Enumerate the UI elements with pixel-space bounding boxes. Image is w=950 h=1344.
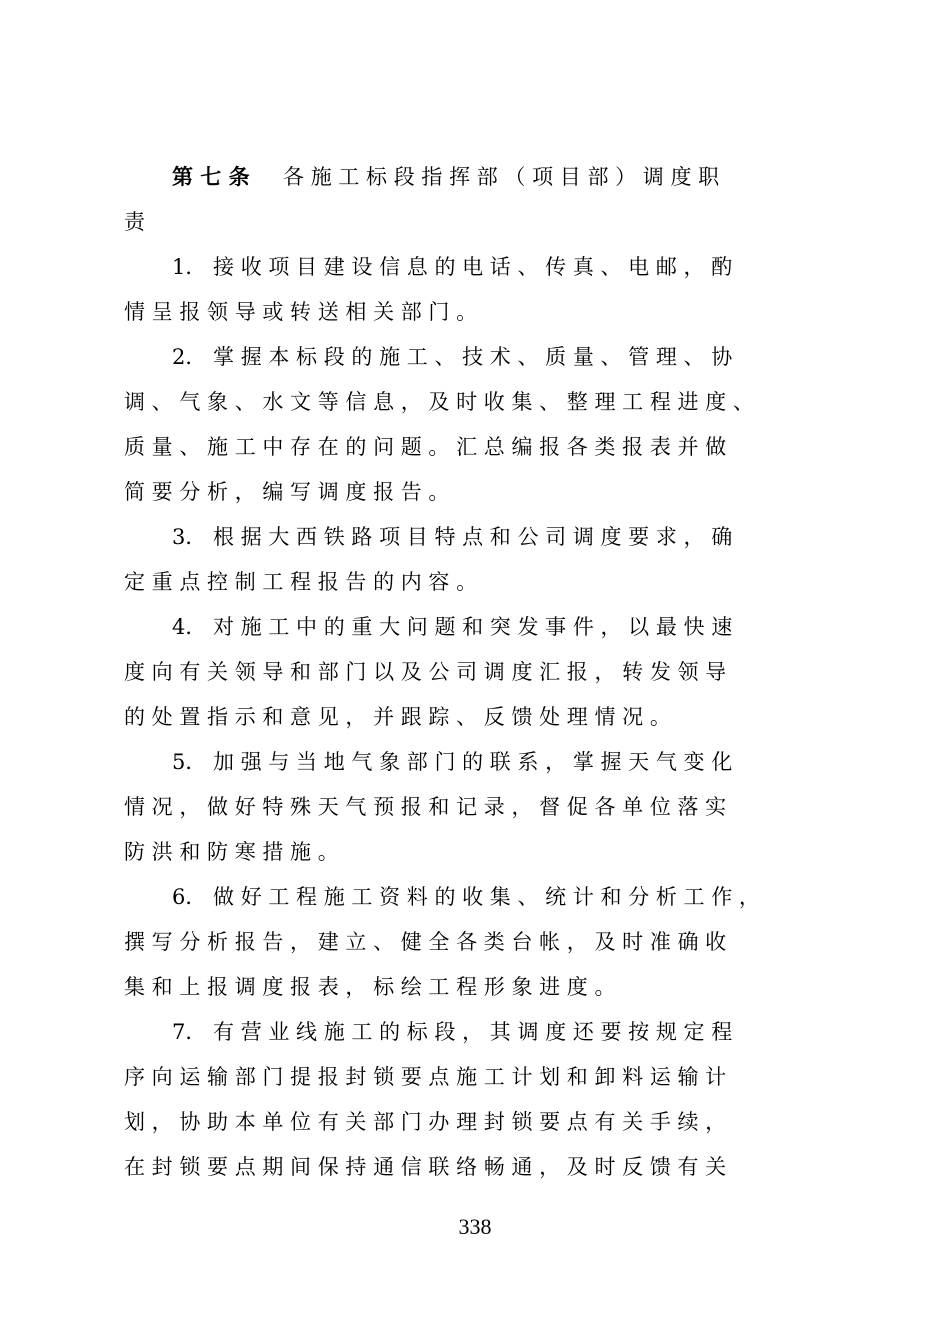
paragraph-line: 2． 掌 握 本 标 段 的 施 工 、 技 术 、 质 量 、 管 理 、 协 xyxy=(172,345,733,369)
paragraph-line: 的 处 置 指 示 和 意 见 ， 并 跟 踪 、 反 馈 处 理 情 况 。 xyxy=(124,705,671,729)
paragraph-line: 3． 根 据 大 西 铁 路 项 目 特 点 和 公 司 调 度 要 求 ， 确 xyxy=(172,525,733,549)
paragraph-line: 6． 做 好 工 程 施 工 资 料 的 收 集 、 统 计 和 分 析 工 作 ， xyxy=(172,885,760,909)
paragraph-line: 定 重 点 控 制 工 程 报 告 的 内 容 。 xyxy=(124,570,478,594)
paragraph-line: 1． 接 收 项 目 建 设 信 息 的 电 话 、 传 真 、 电 邮 ， 酌 xyxy=(172,255,733,279)
paragraph-line: 在 封 锁 要 点 期 间 保 持 通 信 联 络 畅 通 ， 及 时 反 馈 有 关 xyxy=(124,1155,727,1179)
paragraph-line: 简 要 分 析 ， 编 写 调 度 报 告 。 xyxy=(124,480,450,504)
article-heading-text: 各 施 工 标 段 指 挥 部 （ 项 目 部 ） 调 度 职 xyxy=(283,165,720,189)
paragraph-line: 防 洪 和 防 寒 措 施 。 xyxy=(124,840,339,864)
article-heading-continuation: 责 xyxy=(124,210,145,234)
paragraph-line: 集 和 上 报 调 度 报 表 ， 标 绘 工 程 形 象 进 度 。 xyxy=(124,975,616,999)
paragraph-line: 情 呈 报 领 导 或 转 送 相 关 部 门 。 xyxy=(124,300,478,324)
article-heading xyxy=(172,162,872,192)
paragraph-line: 撰 写 分 析 报 告 ， 建 立 、 健 全 各 类 台 帐 ， 及 时 准 确 收 xyxy=(124,930,727,954)
paragraph-line: 质 量 、 施 工 中 存 在 的 问 题 。 汇 总 编 报 各 类 报 表 并 做 xyxy=(124,435,727,459)
paragraph-line: 情 况 ， 做 好 特 殊 天 气 预 报 和 记 录 ， 督 促 各 单 位 落 实 xyxy=(124,795,727,819)
paragraph-line: 7． 有 营 业 线 施 工 的 标 段 ， 其 调 度 还 要 按 规 定 程 xyxy=(172,1020,733,1044)
paragraph-line: 调 、 气 象 、 水 文 等 信 息 ， 及 时 收 集 、 整 理 工 程 进 度 、 xyxy=(124,390,754,414)
paragraph-line: 划 ， 协 助 本 单 位 有 关 部 门 办 理 封 锁 要 点 有 关 手 续 ， xyxy=(124,1110,727,1134)
paragraph-line: 度 向 有 关 领 导 和 部 门 以 及 公 司 调 度 汇 报 ， 转 发 领 导 xyxy=(124,660,727,684)
page-number: 338 xyxy=(458,1214,492,1239)
paragraph-line: 5． 加 强 与 当 地 气 象 部 门 的 联 系 ， 掌 握 天 气 变 化 xyxy=(172,750,733,774)
paragraph-line: 序 向 运 输 部 门 提 报 封 锁 要 点 施 工 计 划 和 卸 料 运 输 计 xyxy=(124,1065,727,1089)
paragraph-line: 4． 对 施 工 中 的 重 大 问 题 和 突 发 事 件 ， 以 最 快 速 xyxy=(172,615,733,639)
article-heading-label: 第 七 条 xyxy=(172,164,250,189)
